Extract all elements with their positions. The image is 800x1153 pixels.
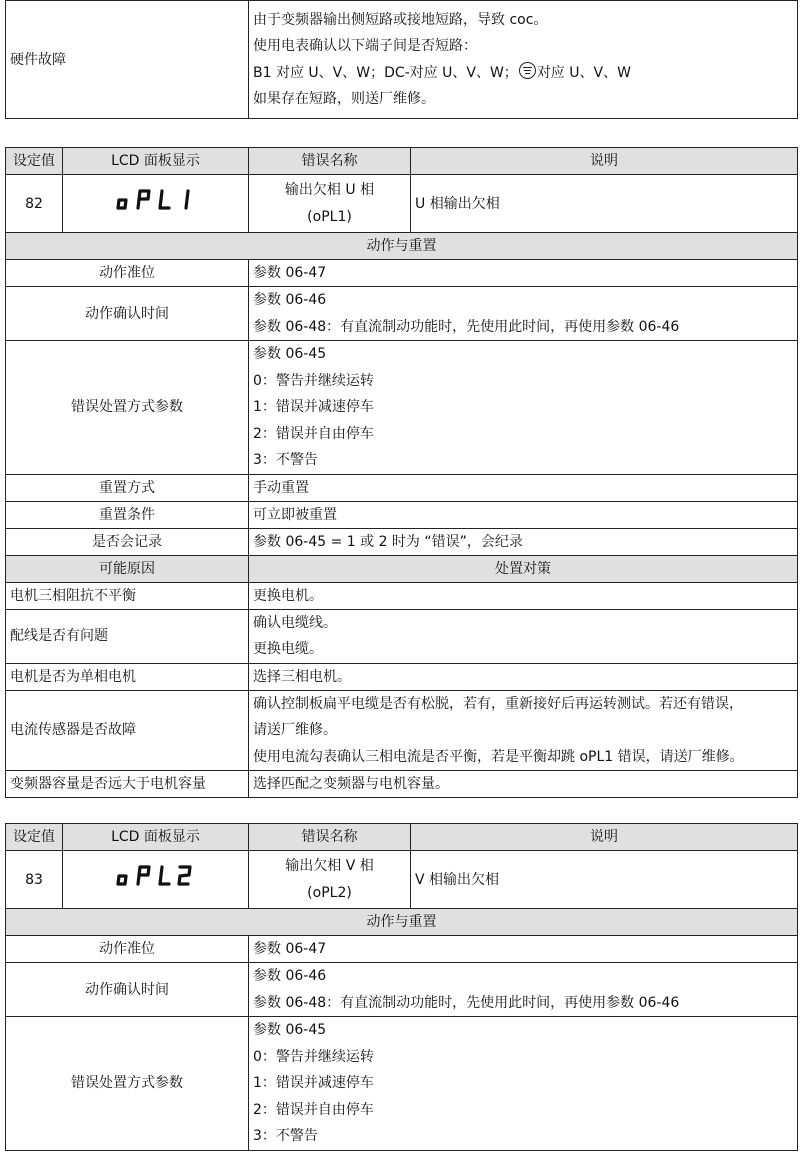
header-setting: 设定值 bbox=[6, 824, 63, 851]
value-reset-method: 手动重置 bbox=[249, 474, 798, 501]
label-action-level: 动作准位 bbox=[6, 936, 249, 963]
label-record: 是否会记录 bbox=[6, 528, 249, 555]
error-description: V 相输出欠相 bbox=[411, 851, 798, 909]
error-description: U 相输出欠相 bbox=[411, 175, 798, 233]
measure-cell: 选择三相电机。 bbox=[249, 663, 798, 690]
value-reset-condition: 可立即被重置 bbox=[249, 501, 798, 528]
header-description: 说明 bbox=[411, 148, 798, 175]
cause-cell: 配线是否有问题 bbox=[6, 609, 249, 663]
detail-line: 如果存在短路，则送厂维修。 bbox=[253, 91, 435, 107]
header-setting: 设定值 bbox=[6, 148, 63, 175]
lcd-display bbox=[63, 851, 249, 909]
header-lcd: LCD 面板显示 bbox=[63, 148, 249, 175]
header-countermeasure: 处置对策 bbox=[249, 555, 798, 582]
label-reset-condition: 重置条件 bbox=[6, 501, 249, 528]
header-description: 说明 bbox=[411, 824, 798, 851]
setting-value: 83 bbox=[6, 851, 63, 909]
label-confirm-time: 动作确认时间 bbox=[6, 287, 249, 341]
measure-cell: 确认电缆线。 更换电缆。 bbox=[249, 609, 798, 663]
fault-82-table bbox=[5, 147, 797, 798]
label-action-level: 动作准位 bbox=[6, 260, 249, 287]
error-name: 输出欠相 U 相 (oPL1) bbox=[249, 175, 411, 233]
lcd-display-oPL1 bbox=[116, 187, 196, 211]
cause-cell: 变频器容量是否远大于电机容量 bbox=[6, 771, 249, 798]
header-error-name: 错误名称 bbox=[249, 824, 411, 851]
detail-line: 由于变频器输出侧短路或接地短路，导致 coc。 bbox=[253, 11, 548, 28]
cause-cell: 电流传感器是否故障 bbox=[6, 690, 249, 771]
value-confirm-time: 参数 06-46 参数 06-48：有直流制动功能时，先使用此时间，再使用参数 06-46 bbox=[249, 963, 798, 1017]
header-error-name: 错误名称 bbox=[249, 148, 411, 175]
measure-cell: 选择匹配之变频器与电机容量。 bbox=[249, 771, 798, 798]
header-lcd: LCD 面板显示 bbox=[63, 824, 249, 851]
setting-value: 82 bbox=[6, 175, 63, 233]
lcd-display-oPL2 bbox=[116, 863, 196, 887]
value-handling-param: 参数 06-45 0：警告并继续运转 1：错误并减速停车 2：错误并自由停车 3：不警告 bbox=[249, 1017, 798, 1151]
hardware-fault-details bbox=[249, 1, 798, 119]
detail-line: B1 对应 U、V、W；DC-对应 U、V、W； 对应 U、V、W bbox=[253, 60, 793, 87]
hardware-fault-label: 硬件故障 bbox=[6, 1, 249, 119]
label-reset-method: 重置方式 bbox=[6, 474, 249, 501]
section-action-reset: 动作与重置 bbox=[6, 233, 798, 260]
value-action-level: 参数 06-47 bbox=[249, 936, 798, 963]
measure-cell: 确认控制板扁平电缆是否有松脱，若有，重新接好后再运转测试。若还有错误， 请送厂维修。 使用电流勾表确认三相电流是否平衡，若是平衡却跳 oPL1 错误，请送厂维修。 bbox=[249, 690, 798, 771]
label-confirm-time: 动作确认时间 bbox=[6, 963, 249, 1017]
label-handling-param: 错误处置方式参数 bbox=[6, 1017, 249, 1151]
value-record: 参数 06-45 = 1 或 2 时为 “错误”，会纪录 bbox=[249, 528, 798, 555]
detail-line: 使用电表确认以下端子间是否短路： bbox=[253, 38, 477, 54]
value-handling-param: 参数 06-45 0：警告并继续运转 1：错误并减速停车 2：错误并自由停车 3：不警告 bbox=[249, 341, 798, 475]
header-possible-cause: 可能原因 bbox=[6, 555, 249, 582]
hardware-fault-table bbox=[5, 0, 797, 119]
error-name: 输出欠相 V 相 (oPL2) bbox=[249, 851, 411, 909]
label-handling-param: 错误处置方式参数 bbox=[6, 341, 249, 475]
fault-83-table bbox=[5, 823, 797, 1151]
lcd-display bbox=[63, 175, 249, 233]
value-confirm-time: 参数 06-46 参数 06-48：有直流制动功能时，先使用此时间，再使用参数 06-46 bbox=[249, 287, 798, 341]
measure-cell: 更换电机。 bbox=[249, 582, 798, 609]
value-action-level: 参数 06-47 bbox=[249, 260, 798, 287]
cause-cell: 电机是否为单相电机 bbox=[6, 663, 249, 690]
cause-cell: 电机三相阻抗不平衡 bbox=[6, 582, 249, 609]
section-action-reset: 动作与重置 bbox=[6, 909, 798, 936]
ground-icon bbox=[519, 62, 536, 79]
